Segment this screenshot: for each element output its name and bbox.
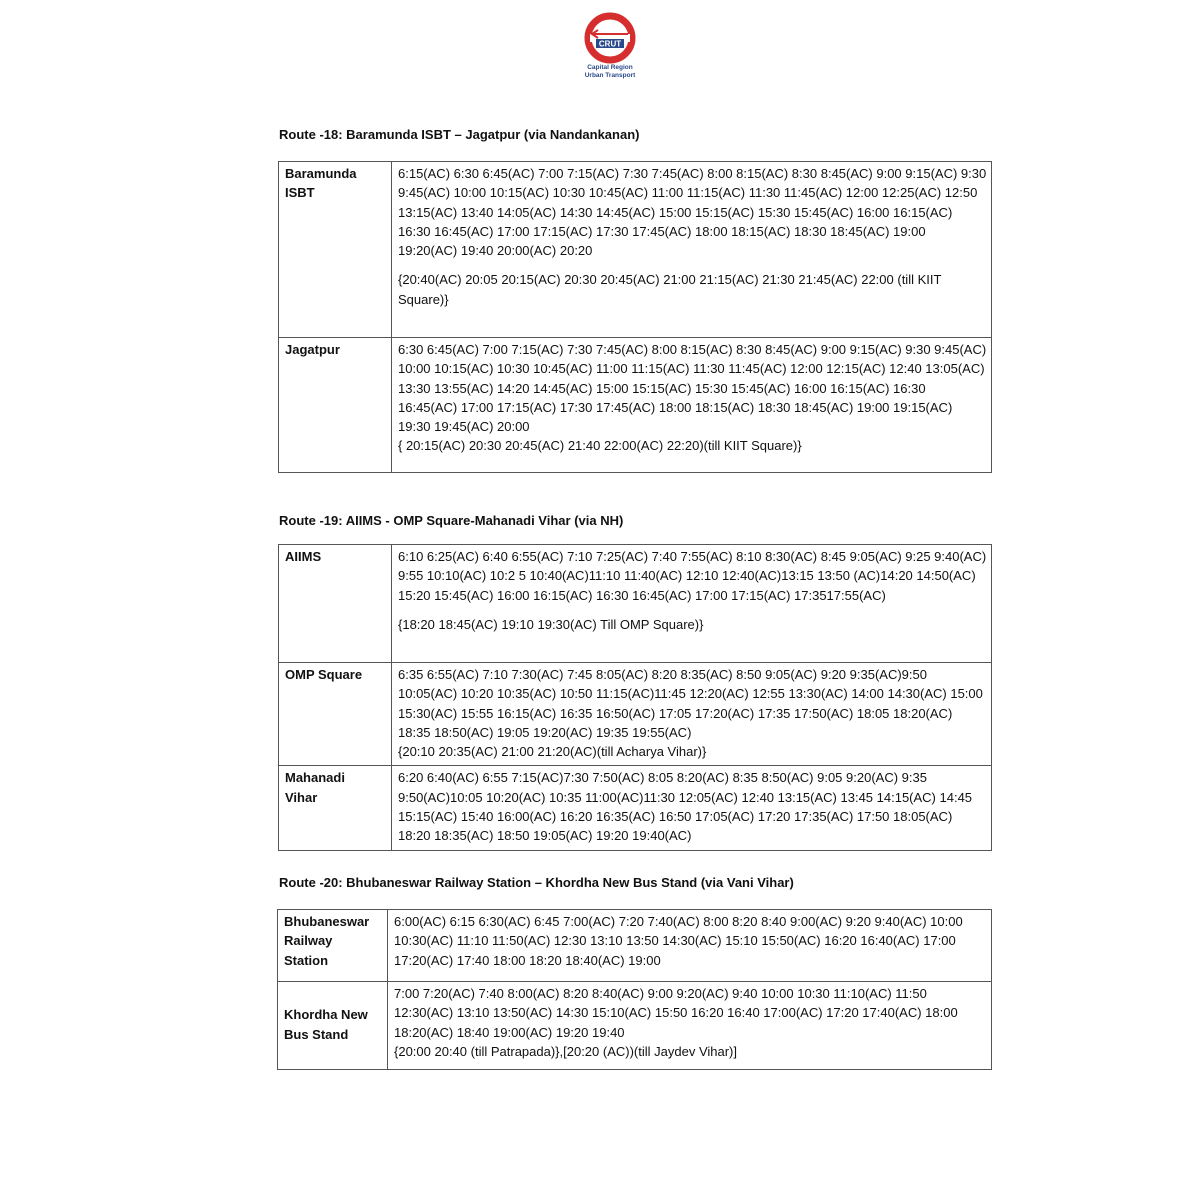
schedule-cell xyxy=(392,162,992,338)
schedule-times: 6:20 6:40(AC) 6:55 7:15(AC)7:30 7:50(AC) 8:05 8:20(AC) 8:35 8:50(AC) 9:05 9:20(AC) 9:35 9:50(AC)10:05 10:20(AC) 10:35 11:00(AC)11:30 12:05(AC) 12:40 13:15(AC) 13:45 14:15(AC) 14:45 15:15(AC) 15:40 16:00(AC) 16:20 16:35(AC) 16:50 17:05(AC) 17:20 17:35(AC) 17:50 18:05(AC) 18:20 18:35(AC) 18:50 19:05(AC) 19:20 19:40(AC) xyxy=(398,770,973,844)
schedule-times: 6:30 6:45(AC) 7:00 7:15(AC) 7:30 7:45(AC) 8:00 8:15(AC) 8:30 8:45(AC) 9:00 9:15(AC) 9:30 9:45(AC) 10:00 10:15(AC) 10:30 10:45(AC) 11:00 11:15(AC) 11:30 11:45(AC) 12:00 12:15(AC) 12:40 13:05(AC) 13:30 13:55(AC) 14:20 14:45(AC) 15:00 15:15(AC) 15:30 15:45(AC) 16:00 16:15(AC) 16:30 16:45(AC) 17:00 17:15(AC) 17:30 17:45(AC) 18:00 18:15(AC) 18:30 18:45(AC) 19:00 19:15(AC) 19:30 19:45(AC) 20:00 xyxy=(398,342,987,435)
schedule-cell xyxy=(392,766,992,850)
crut-logo-icon xyxy=(580,10,640,66)
schedule-times: 7:00 7:20(AC) 7:40 8:00(AC) 8:20 8:40(AC) 9:00 9:20(AC) 9:40 10:00 10:30 11:10(AC) 11:50 12:30(AC) 13:10 13:50(AC) 14:30 15:10(AC) 15:50 16:20 16:40 17:00(AC) 17:20 17:40(AC) 18:00 18:20(AC) 18:40 19:00(AC) 19:20 19:40 xyxy=(394,986,958,1040)
route-19-table xyxy=(278,544,992,851)
stop-name-line: Khordha New xyxy=(284,1007,368,1023)
table-row xyxy=(278,982,992,1070)
table-row xyxy=(278,910,992,982)
table-row xyxy=(279,663,992,766)
schedule-cell xyxy=(392,545,992,663)
stop-name-line: Railway xyxy=(284,933,333,949)
schedule-cell xyxy=(392,338,992,473)
logo-caption xyxy=(568,64,652,80)
stop-name-line: ISBT xyxy=(285,185,315,201)
schedule-extra: {20:10 20:35(AC) 21:00 21:20(AC)(till Acharya Vihar)} xyxy=(398,744,707,760)
stop-name-jagatpur xyxy=(279,338,392,473)
stop-name-mahanadi-vihar xyxy=(279,766,392,850)
stop-name-line: Bus Stand xyxy=(284,1026,349,1042)
schedule-cell xyxy=(392,663,992,766)
table-row xyxy=(279,545,992,663)
stop-name-line: Bhubaneswar xyxy=(284,914,370,929)
route-20-table xyxy=(277,909,992,1070)
stop-name-line: Baramunda xyxy=(285,166,357,181)
stop-name-baramunda xyxy=(279,162,392,338)
stop-name-omp-square xyxy=(279,663,392,766)
table-row xyxy=(279,766,992,850)
table-row xyxy=(279,338,992,473)
route-18-table xyxy=(278,161,992,473)
logo-abbr: CRUT xyxy=(598,39,622,49)
route-20-title: Route -20: Bhubaneswar Railway Station – Khordha New Bus Stand (via Vani Vihar) xyxy=(279,875,794,890)
stop-name-khordha-new-bus-stand xyxy=(278,982,388,1070)
schedule-cell xyxy=(388,910,992,982)
route-19-title: Route -19: AIIMS - OMP Square-Mahanadi Vihar (via NH) xyxy=(279,513,624,528)
logo-line-1: Capital Region xyxy=(587,64,633,71)
stop-name-line: Mahanadi xyxy=(285,770,345,786)
stop-name-aiims xyxy=(279,545,392,663)
stop-name-bhubaneswar-railway-station xyxy=(278,910,388,982)
schedule-times: 6:15(AC) 6:30 6:45(AC) 7:00 7:15(AC) 7:30 7:45(AC) 8:00 8:15(AC) 8:30 8:45(AC) 9:00 9:15(AC) 9:30 9:45(AC) 10:00 10:15(AC) 10:30 10:45(AC) 11:00 11:15(AC) 11:30 11:45(AC) 12:00 12:25(AC) 12:50 13:15(AC) 13:40 14:05(AC) 14:30 14:45(AC) 15:00 15:15(AC) 15:30 15:45(AC) 16:00 16:15(AC) 16:30 16:45(AC) 17:00 17:15(AC) 17:30 17:45(AC) 18:00 18:15(AC) 18:30 18:45(AC) 19:00 19:20(AC) 19:40 20:00(AC) 20:20 xyxy=(398,166,987,259)
schedule-times: 6:35 6:55(AC) 7:10 7:30(AC) 7:45 8:05(AC) 8:20 8:35(AC) 8:50 9:05(AC) 9:20 9:35(AC)9:50 10:05(AC) 10:20 10:35(AC) 10:50 11:15(AC)11:45 12:20(AC) 12:55 13:30(AC) 14:00 14:30(AC) 15:00 15:30(AC) 15:55 16:15(AC) 16:35 16:50(AC) 17:05 17:20(AC) 17:35 17:50(AC) 18:05 18:20(AC) 18:35 18:50(AC) 19:05 19:20(AC) 19:35 19:55(AC) xyxy=(398,667,983,740)
schedule-extra: { 20:15(AC) 20:30 20:45(AC) 21:40 22:00(AC) 22:20)(till KIIT Square)} xyxy=(398,438,802,454)
stop-name-line: Jagatpur xyxy=(285,342,340,357)
schedule-extra: {18:20 18:45(AC) 19:10 19:30(AC) Till OMP Square)} xyxy=(398,616,704,632)
stop-name-line: OMP Square xyxy=(285,667,363,682)
route-18-title: Route -18: Baramunda ISBT – Jagatpur (via Nandankanan) xyxy=(279,127,640,142)
schedule-extra: {20:00 20:40 (till Patrapada)},[20:20 (AC))(till Jaydev Vihar)] xyxy=(394,1043,737,1059)
schedule-extra: {20:40(AC) 20:05 20:15(AC) 20:30 20:45(AC) 21:00 21:15(AC) 21:30 21:45(AC) 22:00 (till KIIT Square)} xyxy=(398,272,942,307)
logo-line-2: Urban Transport xyxy=(584,72,636,79)
schedule-times: 6:10 6:25(AC) 6:40 6:55(AC) 7:10 7:25(AC) 7:40 7:55(AC) 8:10 8:30(AC) 8:45 9:05(AC) 9:25 9:40(AC) 9:55 10:10(AC) 10:2 5 10:40(AC)11:10 11:40(AC) 12:10 12:40(AC)13:15 13:50 (AC)14:20 14:50(AC) 15:20 15:45(AC) 16:00 16:15(AC) 16:30 16:45(AC) 17:00 17:15(AC) 17:3517:55(AC) xyxy=(398,549,987,603)
stop-name-line: Station xyxy=(284,952,329,968)
schedule-times: 6:00(AC) 6:15 6:30(AC) 6:45 7:00(AC) 7:20 7:40(AC) 8:00 8:20 8:40 9:00(AC) 9:20 9:40(AC) 10:00 10:30(AC) 11:10 11:50(AC) 12:30 13:10 13:50 14:30(AC) 15:10 15:50(AC) 16:20 16:40(AC) 17:00 17:20(AC) 17:40 18:00 18:20 18:40(AC) 19:00 xyxy=(394,914,963,968)
stop-name-line: AIIMS xyxy=(285,549,322,564)
schedule-cell xyxy=(388,982,992,1070)
stop-name-line: Vihar xyxy=(285,789,318,805)
table-row xyxy=(279,162,992,338)
